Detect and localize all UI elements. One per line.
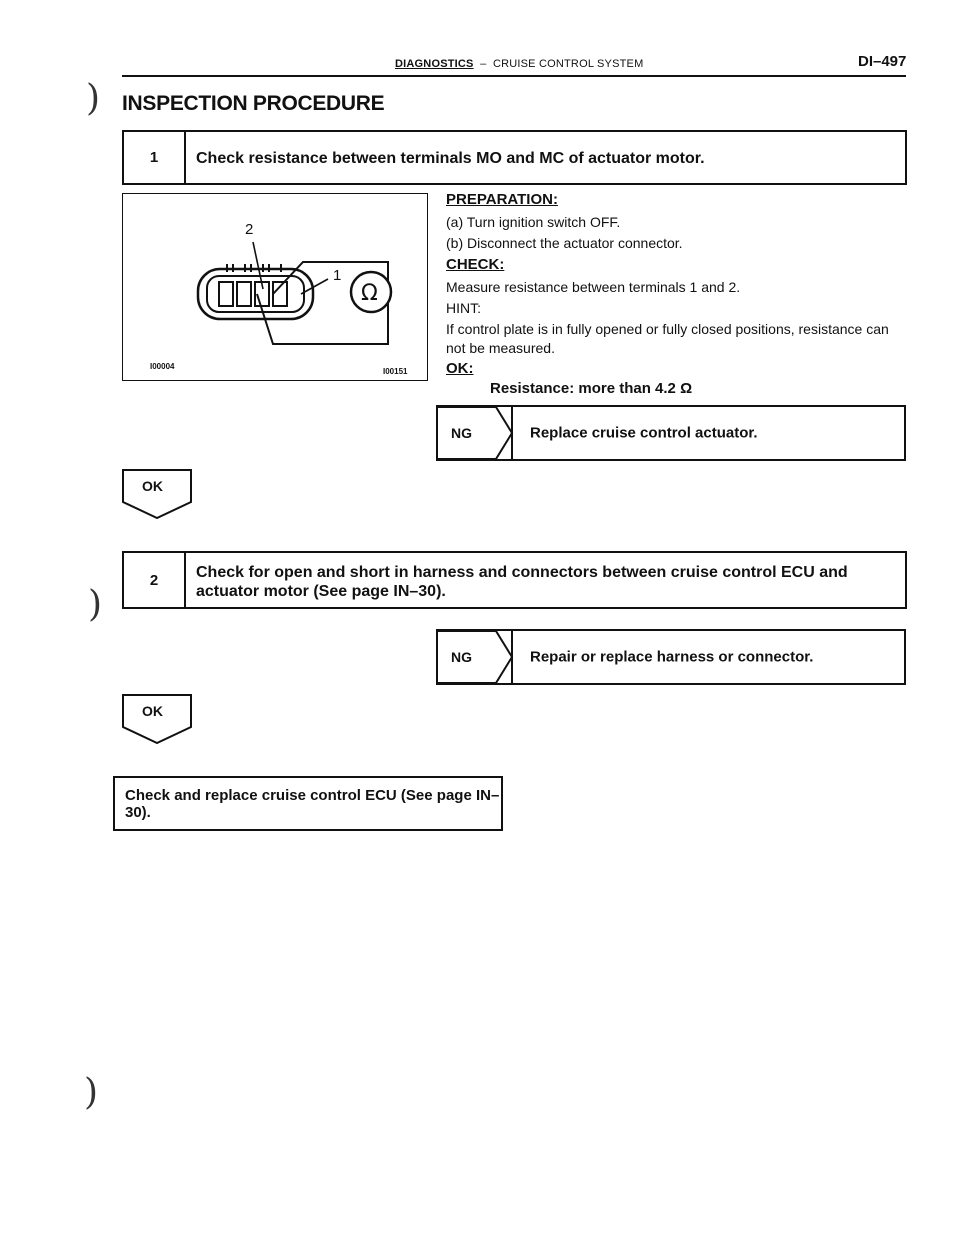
ng-result-1 [436,405,906,461]
ok-label-2: OK [142,703,163,719]
figure-code-right: I00151 [383,367,408,376]
ng-action-1: Replace cruise control actuator. [530,424,758,442]
terminal-label-1: 1 [333,267,342,284]
ng-arrow-icon [438,407,516,459]
figure-code-left: I00004 [150,362,175,371]
step-1-text: Check resistance between terminals MO and MC of actuator motor. [196,150,705,167]
ok-arrow-icon [122,694,192,744]
binding-mark-3: ) [84,1072,99,1113]
ng-action-2: Repair or replace harness or connector. [530,648,814,666]
final-action-text: Check and replace cruise control ECU (See page IN–30). [125,787,500,821]
binding-mark-2: ) [88,584,103,625]
ok-spec-label: OK: [446,360,474,377]
header-section-code: DIAGNOSTICS [395,58,474,70]
ng-label-1: NG [451,425,472,441]
ok-result-1 [122,469,192,519]
page-number: DI–497 [858,53,907,70]
ok-label-1: OK [142,478,163,494]
final-action-box [113,776,503,831]
check-text: Measure resistance between terminals 1 and 2. [446,279,741,295]
step-2-text: Check for open and short in harness and connectors between cruise control ECU and actuator motor (See page IN–30). [196,564,848,600]
ng-arrow-icon [438,631,516,683]
header-rule [122,75,906,77]
preparation-a: (a) Turn ignition switch OFF. [446,214,621,230]
hint-label: HINT: [446,300,481,316]
actuator-connector-diagram [123,194,429,382]
check-label: CHECK: [446,256,505,273]
binding-mark-1: ) [86,78,101,119]
connector-figure [122,193,428,381]
step-1-number: 1 [124,132,186,183]
ok-result-2 [122,694,192,744]
ng-result-2 [436,629,906,685]
step-2-number: 2 [124,553,186,607]
resistance-spec: Resistance: more than 4.2 Ω [490,380,693,397]
header-separator: – [480,58,487,70]
running-header [395,58,643,70]
step-2-box [122,551,907,609]
preparation-b: (b) Disconnect the actuator connector. [446,235,683,251]
preparation-label: PREPARATION: [446,191,558,208]
ng-label-2: NG [451,649,472,665]
header-system: CRUISE CONTROL SYSTEM [492,58,644,70]
hint-text: If control plate is in fully opened or fully closed positions, resistance can not be measured. [446,321,889,356]
section-title: INSPECTION PROCEDURE [122,92,385,115]
terminal-label-2: 2 [245,221,254,238]
ohm-symbol: Ω [361,281,378,306]
step-1-box [122,130,907,185]
ok-arrow-icon [122,469,192,519]
